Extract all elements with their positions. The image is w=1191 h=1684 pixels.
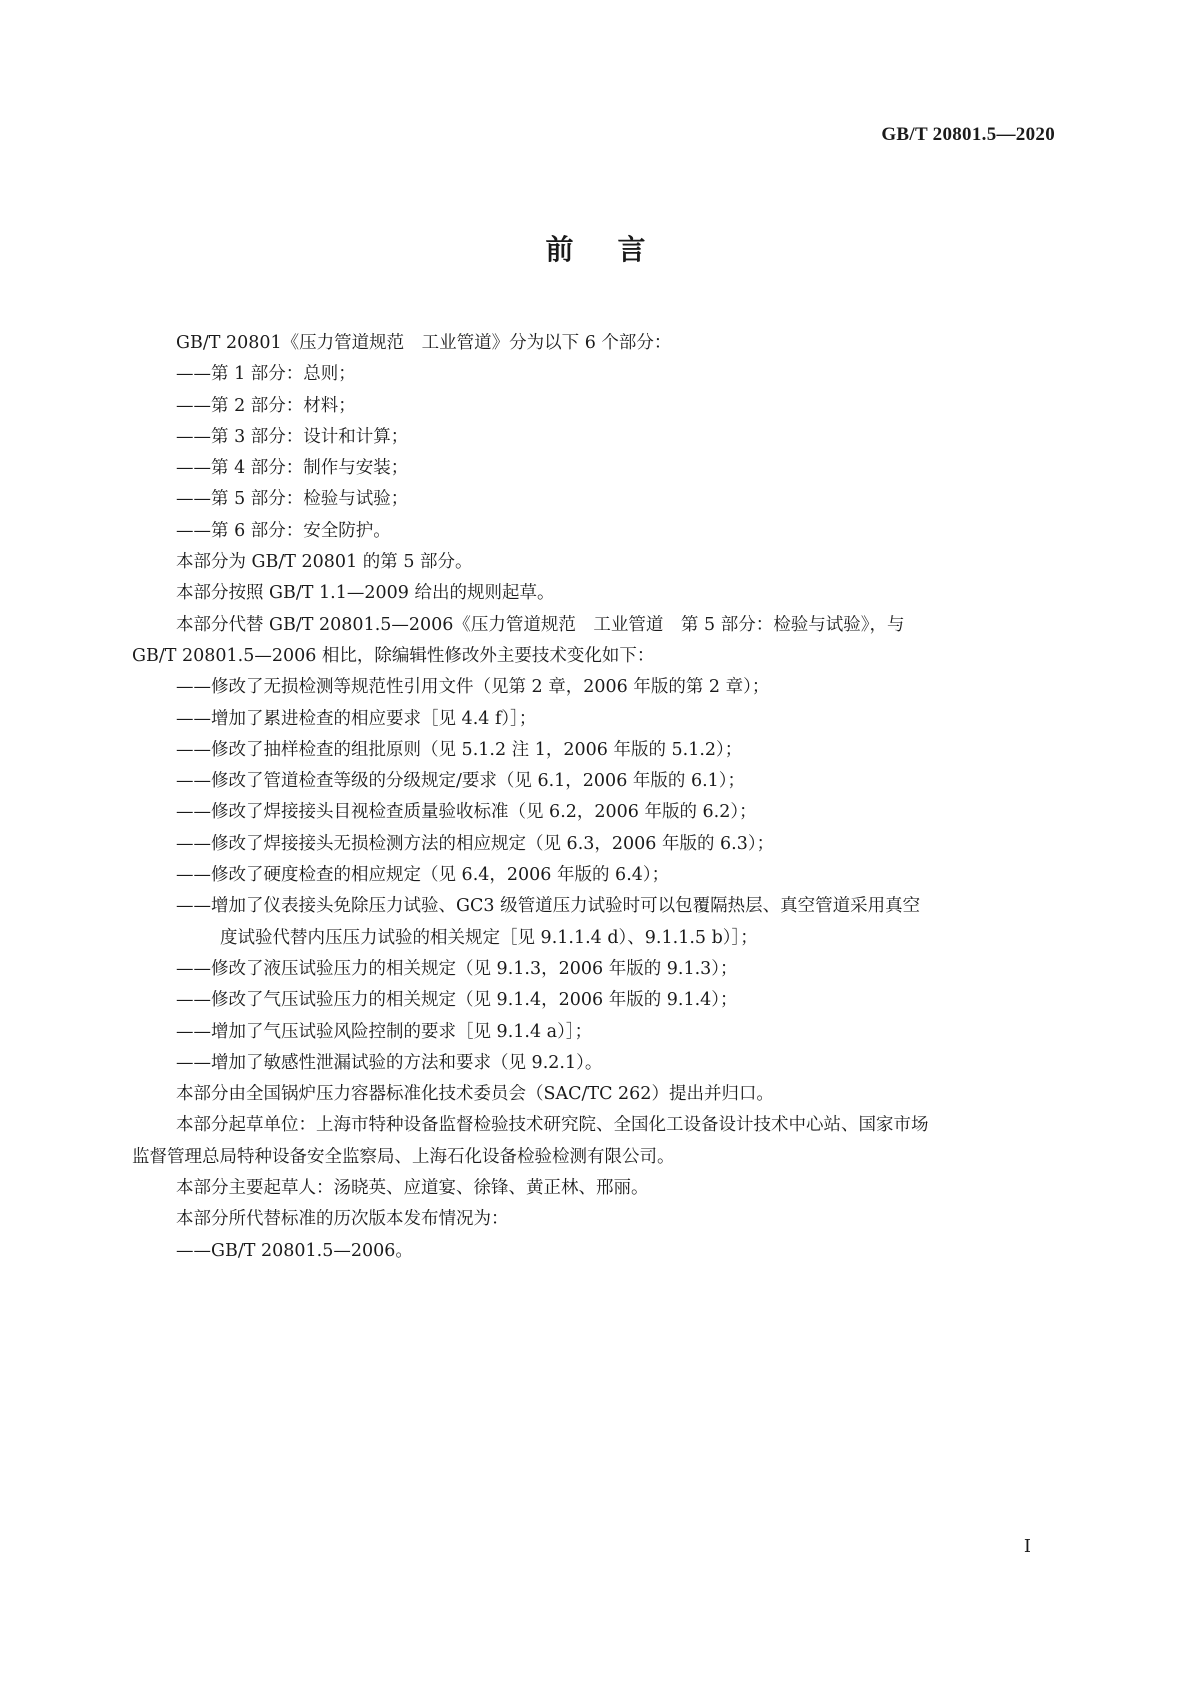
list-item: ——增加了累进检查的相应要求［见 4.4 f）］； — [176, 708, 537, 729]
list-item: ——修改了硬度检查的相应规定（见 6.4，2006 年版的 6.4）； — [176, 865, 670, 886]
paragraph-line: 本部分为 GB/T 20801 的第 5 部分。 — [176, 552, 473, 573]
page-number: I — [1023, 1536, 1031, 1557]
list-item: ——第 5 部分：检验与试验； — [176, 489, 409, 510]
list-item: ——第 6 部分：安全防护。 — [176, 520, 391, 541]
list-item: ——修改了管道检查等级的分级规定/要求（见 6.1，2006 年版的 6.1）； — [176, 771, 746, 792]
list-item: ——增加了气压试验风险控制的要求［见 9.1.4 a）］； — [176, 1021, 593, 1042]
paragraph-line: 本部分起草单位：上海市特种设备监督检验技术研究院、全国化工设备设计技术中心站、国家市场 — [176, 1115, 929, 1136]
paragraph-line: 本部分代替 GB/T 20801.5—2006《压力管道规范 工业管道 第 5 部分：检验与试验》，与 — [176, 614, 905, 635]
paragraph-line: 本部分由全国锅炉压力容器标准化技术委员会（SAC/TC 262）提出并归口。 — [176, 1084, 774, 1105]
list-item: ——第 2 部分：材料； — [176, 395, 356, 416]
list-item: ——修改了焊接接头目视检查质量验收标准（见 6.2，2006 年版的 6.2）； — [176, 802, 757, 823]
list-item: ——修改了液压试验压力的相关规定（见 9.1.3，2006 年版的 9.1.3）； — [176, 958, 738, 979]
list-item: ——修改了气压试验压力的相关规定（见 9.1.4，2006 年版的 9.1.4）； — [176, 990, 738, 1011]
list-item: ——第 1 部分：总则； — [176, 364, 356, 385]
paragraph-line: 监督管理总局特种设备安全监察局、上海石化设备检验检测有限公司。 — [132, 1146, 675, 1167]
paragraph-line: GB/T 20801.5—2006 相比，除编辑性修改外主要技术变化如下： — [132, 645, 655, 666]
paragraph-line: GB/T 20801《压力管道规范 工业管道》分为以下 6 个部分： — [176, 333, 672, 353]
list-item: ——第 3 部分：设计和计算； — [176, 426, 409, 447]
standard-number: GB/T 20801.5—2020 — [881, 124, 1055, 145]
list-item: ——修改了无损检测等规范性引用文件（见第 2 章，2006 年版的第 2 章）； — [176, 677, 770, 698]
page-title: 前言 — [545, 233, 690, 266]
list-item: ——增加了仪表接头免除压力试验、GC3 级管道压力试验时可以包覆隔热层、真空管道采用真空 — [176, 896, 921, 917]
list-item: ——修改了焊接接头无损检测方法的相应规定（见 6.3，2006 年版的 6.3）； — [176, 833, 775, 854]
paragraph-line: 本部分主要起草人：汤晓英、应道宴、徐锋、黄正林、邢丽。 — [176, 1178, 649, 1199]
list-item: ——增加了敏感性泄漏试验的方法和要求（见 9.2.1）。 — [176, 1052, 603, 1073]
paragraph-line: 本部分按照 GB/T 1.1—2009 给出的规则起草。 — [176, 583, 555, 604]
foreword-body — [132, 328, 1056, 1267]
list-item: ——修改了抽样检查的组批原则（见 5.1.2 注 1，2006 年版的 5.1.2）； — [176, 739, 743, 760]
paragraph-line: 本部分所代替标准的历次版本发布情况为： — [176, 1209, 509, 1230]
paragraph-line: 度试验代替内压压力试验的相关规定［见 9.1.1.4 d）、9.1.1.5 b）］； — [220, 927, 758, 948]
list-item: ——第 4 部分：制作与安装； — [176, 458, 409, 479]
list-item: ——GB/T 20801.5—2006。 — [176, 1240, 413, 1261]
